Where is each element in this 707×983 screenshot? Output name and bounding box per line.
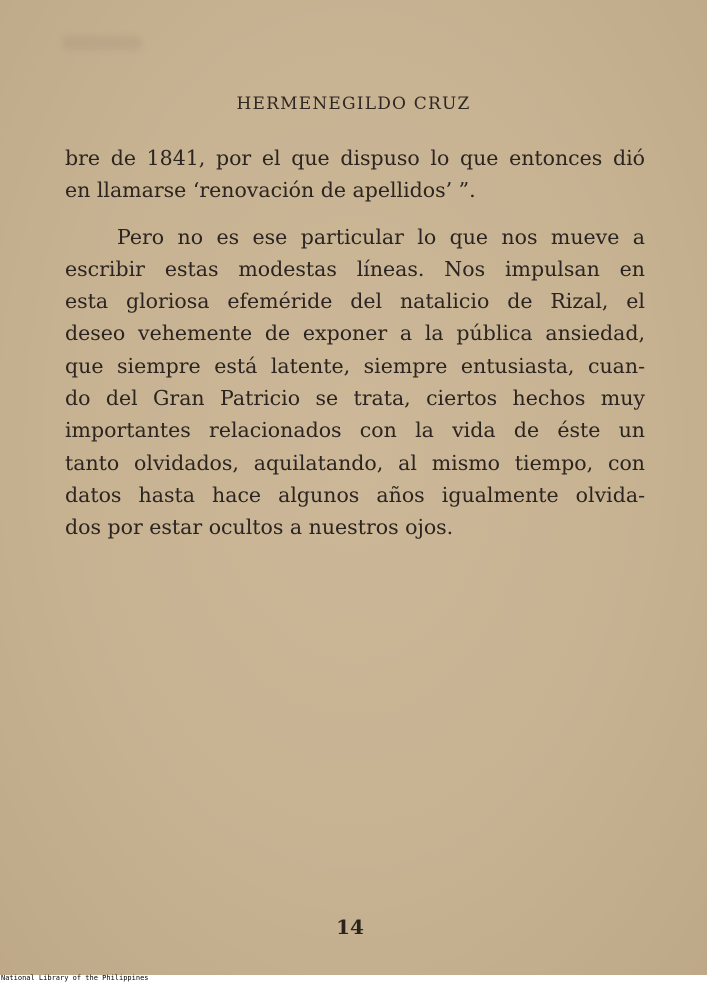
body-text bbox=[65, 142, 645, 544]
text-line: en llamarse ‘renovación de apellidos’ ”. bbox=[65, 178, 476, 203]
text-line: do del Gran Patricio se trata, ciertos hechos muy bbox=[65, 386, 645, 411]
text-line: escribir estas modestas líneas. Nos impulsan en bbox=[65, 256, 645, 281]
text-line: que siempre está latente, siempre entusiasta, cuan- bbox=[65, 353, 645, 378]
text-line: dos por estar ocultos a nuestros ojos. bbox=[65, 515, 454, 540]
text-line: bre de 1841, por el que dispuso lo que entonces dió bbox=[65, 146, 645, 170]
running-head: HERMENEGILDO CRUZ bbox=[236, 94, 471, 114]
text-line: tanto olvidados, aquilatando, al mismo tiempo, con bbox=[65, 450, 645, 475]
text-line: deseo vehemente de exponer a la pública ansiedad, bbox=[65, 321, 645, 346]
text-line: Pero no es ese particular lo que nos mueve a bbox=[117, 224, 645, 249]
paragraph-gap bbox=[65, 207, 645, 221]
text-line: datos hasta hace algunos años igualmente olvida- bbox=[65, 482, 645, 507]
text-line: importantes relacionados con la vida de éste un bbox=[65, 418, 645, 443]
page-smudge bbox=[62, 36, 142, 50]
text-line: esta gloriosa efeméride del natalicio de Rizal, el bbox=[65, 289, 645, 314]
footer-credit: National Library of the Philippines bbox=[1, 974, 149, 982]
page-number: 14 bbox=[336, 915, 364, 939]
